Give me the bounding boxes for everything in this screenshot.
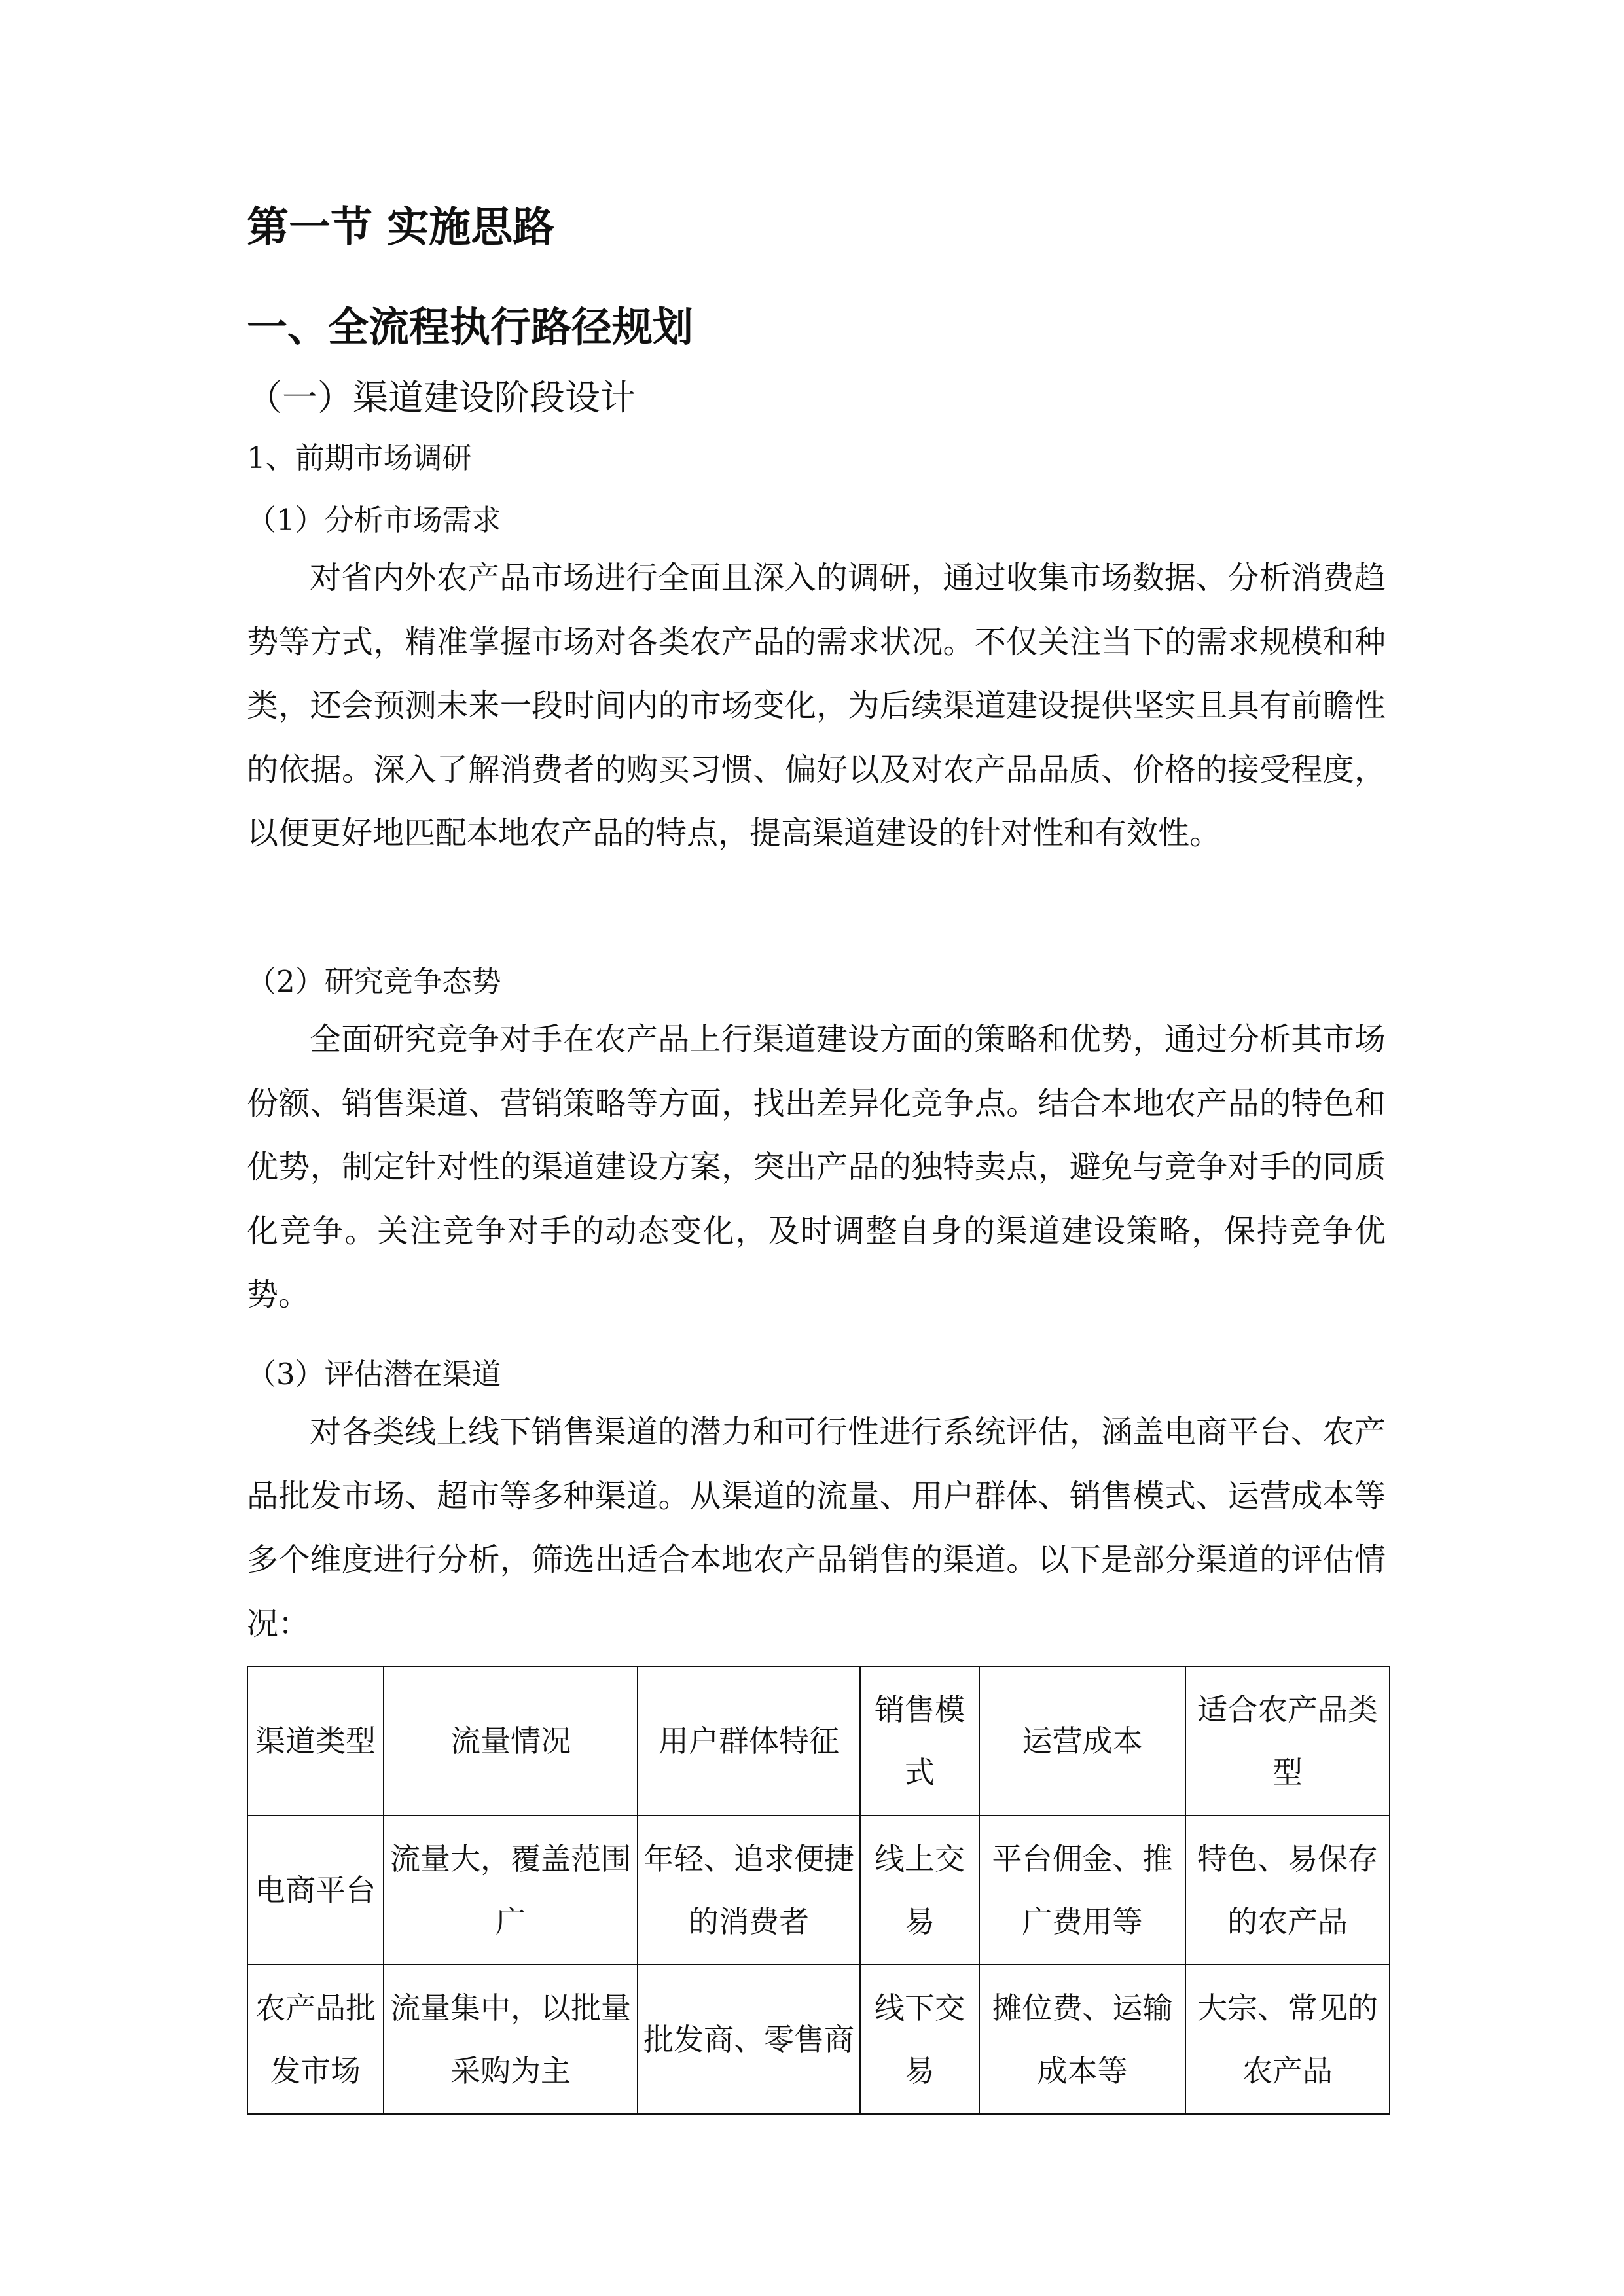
channel-evaluation-table bbox=[247, 1666, 1390, 2115]
table-cell: 线上交易 bbox=[860, 1816, 979, 1965]
subsection-title-potential-channels: （3）评估潜在渠道 bbox=[247, 1357, 501, 1391]
table-cell: 农产品批发市场 bbox=[247, 1965, 384, 2114]
table-cell: 大宗、常见的农产品 bbox=[1185, 1965, 1390, 2114]
paragraph-competition: 全面研究竞争对手在农产品上行渠道建设方面的策略和优势，通过分析其市场份额、销售渠道、营销策略等方面，找出差异化竞争点。结合本地农产品的特色和优势，制定针对性的渠道建设方案，突出产品的独特卖点，避免与竞争对手的同质化竞争。关注竞争对手的动态变化，及时调整自身的渠道建设策略，保持竞争优势。 bbox=[247, 1021, 1386, 1313]
table-cell: 摊位费、运输成本等 bbox=[979, 1965, 1185, 2114]
section-title: 第一节 实施思路 bbox=[247, 203, 555, 252]
table-cell: 年轻、追求便捷的消费者 bbox=[638, 1816, 860, 1965]
heading-level-1: 一、全流程执行路径规划 bbox=[247, 303, 694, 351]
heading-level-2: （一）渠道建设阶段设计 bbox=[247, 377, 636, 418]
table-cell: 批发商、零售商 bbox=[638, 1965, 860, 2114]
paragraph-market-demand: 对省内外农产品市场进行全面且深入的调研，通过收集市场数据、分析消费趋势等方式，精准掌握市场对各类农产品的需求状况。不仅关注当下的需求规模和种类，还会预测未来一段时间内的市场变化，为后续渠道建设提供坚实且具有前瞻性的依据。深入了解消费者的购买习惯、偏好以及对农产品品质、价格的接受程度，以便更好地匹配本地农产品的特点，提高渠道建设的针对性和有效性。 bbox=[247, 560, 1386, 852]
table-header-cell: 渠道类型 bbox=[247, 1666, 384, 1816]
table-cell: 流量大，覆盖范围广 bbox=[384, 1816, 638, 1965]
table-cell: 平台佣金、推广费用等 bbox=[979, 1816, 1185, 1965]
table-header-cell: 运营成本 bbox=[979, 1666, 1185, 1816]
table-header-row bbox=[247, 1666, 1390, 1816]
table-header-cell: 用户群体特征 bbox=[638, 1666, 860, 1816]
table-header-cell: 流量情况 bbox=[384, 1666, 638, 1816]
table-cell: 电商平台 bbox=[247, 1816, 384, 1965]
table-cell: 线下交易 bbox=[860, 1965, 979, 2114]
table-cell: 特色、易保存的农产品 bbox=[1185, 1816, 1390, 1965]
table-header-cell: 适合农产品类型 bbox=[1185, 1666, 1390, 1816]
paragraph-potential-channels: 对各类线上线下销售渠道的潜力和可行性进行系统评估，涵盖电商平台、农产品批发市场、超市等多种渠道。从渠道的流量、用户群体、销售模式、运营成本等多个维度进行分析，筛选出适合本地农产品销售的渠道。以下是部分渠道的评估情况： bbox=[247, 1414, 1386, 1642]
table-row bbox=[247, 1965, 1390, 2114]
subsection-title-market-demand: （1）分析市场需求 bbox=[247, 503, 501, 537]
subsection-title-competition: （2）研究竞争态势 bbox=[247, 964, 501, 999]
heading-level-3: 1、前期市场调研 bbox=[247, 440, 472, 475]
table-row bbox=[247, 1816, 1390, 1965]
table-cell: 流量集中，以批量采购为主 bbox=[384, 1965, 638, 2114]
table-header-cell: 销售模式 bbox=[860, 1666, 979, 1816]
